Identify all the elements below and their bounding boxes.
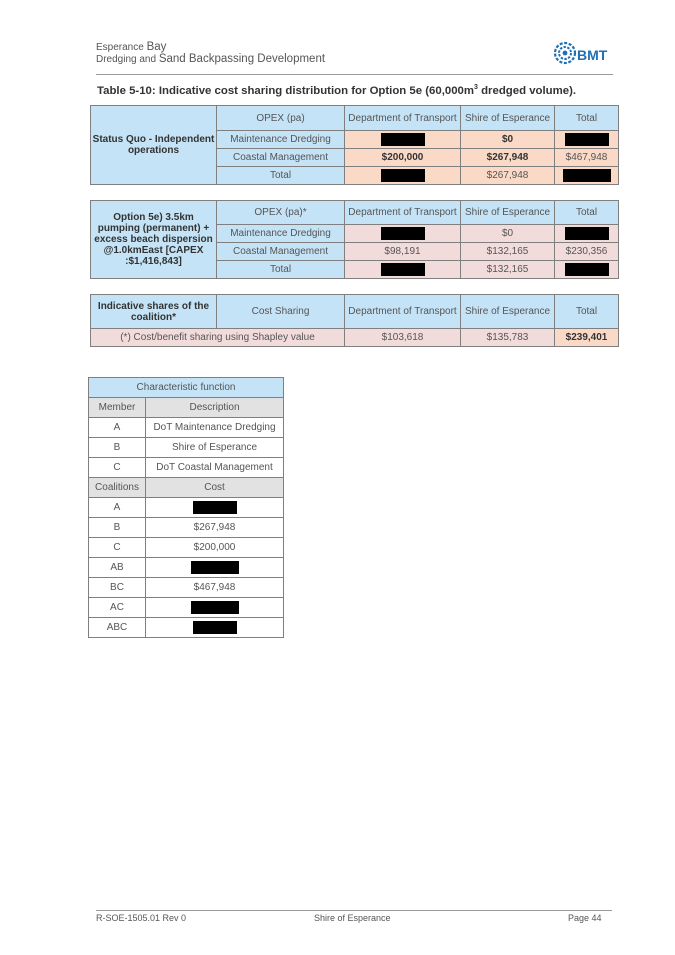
shire-coastal-value: $267,948 <box>461 149 555 167</box>
description-cell: DoT Coastal Management <box>146 458 284 478</box>
shire-share-value: $135,783 <box>461 329 555 347</box>
redacted-cell <box>555 225 619 243</box>
redacted-cell <box>345 261 461 279</box>
total-header: Total <box>555 106 619 131</box>
coalition-cell: BC <box>89 578 146 598</box>
coalition-cell: AB <box>89 558 146 578</box>
header-title-line2 <box>96 53 325 65</box>
member-cell: A <box>89 418 146 438</box>
redaction-box <box>381 133 425 146</box>
coalition-cell: AC <box>89 598 146 618</box>
redacted-cell <box>345 131 461 149</box>
caption-prefix: Table 5-10: Indicative cost sharing distribution for Option 5e (60,000m <box>97 84 475 97</box>
redacted-cell <box>345 167 461 185</box>
shapley-note: (*) Cost/benefit sharing using Shapley value <box>91 329 345 347</box>
coastal-management-label: Coastal Management <box>217 149 345 167</box>
header-title-big: Bay <box>146 41 167 53</box>
option-5e-label: Option 5e) 3.5km pumping (permanent) + excess beach dispersion @1.0kmEast [CAPEX :$1,416,843] <box>91 201 217 279</box>
coalitions-header: Coalitions <box>89 478 146 498</box>
total-row-label: Total <box>217 261 345 279</box>
redaction-box <box>193 501 237 514</box>
member-cell: C <box>89 458 146 478</box>
redacted-cell <box>555 131 619 149</box>
caption-suffix: dredged volume). <box>477 84 577 97</box>
shire-total-value: $267,948 <box>461 167 555 185</box>
dot-coastal-value: $98,191 <box>345 243 461 261</box>
footer-divider <box>96 910 612 911</box>
cost-cell: $467,948 <box>146 578 284 598</box>
status-quo-table <box>90 105 619 185</box>
header-title-line1 <box>96 41 166 53</box>
redaction-box <box>381 169 425 182</box>
cf-title: Characteristic function <box>89 378 284 398</box>
cost-header: Cost <box>146 478 284 498</box>
shire-maintenance-value: $0 <box>461 225 555 243</box>
redacted-cell <box>555 167 619 185</box>
redaction-box <box>565 133 609 146</box>
dot-coastal-value: $200,000 <box>345 149 461 167</box>
shire-header: Shire of Esperance <box>461 201 555 225</box>
dot-share-value: $103,618 <box>345 329 461 347</box>
indicative-shares-table <box>90 294 619 347</box>
dot-header: Department of Transport <box>345 106 461 131</box>
shire-total-value: $132,165 <box>461 261 555 279</box>
header-subtitle-big: Sand Backpassing Development <box>158 53 326 65</box>
maintenance-dredging-label: Maintenance Dredging <box>217 225 345 243</box>
total-share-value: $239,401 <box>555 329 619 347</box>
cost-sharing-header: Cost Sharing <box>217 295 345 329</box>
footer-client: Shire of Esperance <box>314 913 391 923</box>
footer-document-id: R-SOE-1505.01 Rev 0 <box>96 913 187 923</box>
logo-text: BMT <box>577 47 608 63</box>
total-coastal-value: $230,356 <box>555 243 619 261</box>
shire-coastal-value: $132,165 <box>461 243 555 261</box>
redacted-cell <box>146 618 284 638</box>
coalition-cell: B <box>89 518 146 538</box>
redaction-box <box>191 561 239 574</box>
redaction-box <box>381 263 425 276</box>
redacted-cell <box>345 225 461 243</box>
shire-header: Shire of Esperance <box>461 295 555 329</box>
opex-header: OPEX (pa) <box>217 106 345 131</box>
coalition-cell: A <box>89 498 146 518</box>
member-header: Member <box>89 398 146 418</box>
redaction-box <box>191 601 239 614</box>
total-coastal-value: $467,948 <box>555 149 619 167</box>
shire-header: Shire of Esperance <box>461 106 555 131</box>
characteristic-function-table <box>88 377 284 638</box>
redaction-box <box>565 227 609 240</box>
redaction-box <box>193 621 237 634</box>
total-row-label: Total <box>217 167 345 185</box>
header-subtitle-small: Dredging and <box>96 54 159 65</box>
redacted-cell <box>146 598 284 618</box>
coastal-management-label: Coastal Management <box>217 243 345 261</box>
description-header: Description <box>146 398 284 418</box>
redaction-box <box>381 227 425 240</box>
total-header: Total <box>555 295 619 329</box>
description-cell: DoT Maintenance Dredging <box>146 418 284 438</box>
dot-header: Department of Transport <box>345 201 461 225</box>
redacted-cell <box>555 261 619 279</box>
status-quo-label: Status Quo - Independent operations <box>91 106 217 185</box>
coalition-cell: C <box>89 538 146 558</box>
redacted-cell <box>146 498 284 518</box>
total-header: Total <box>555 201 619 225</box>
footer-page-number: Page 44 <box>568 913 602 923</box>
redaction-box <box>563 169 611 182</box>
table-caption <box>97 84 576 97</box>
member-cell: B <box>89 438 146 458</box>
shire-maintenance-value: $0 <box>461 131 555 149</box>
header-divider <box>96 74 613 75</box>
indicative-shares-label: Indicative shares of the coalition* <box>91 295 217 329</box>
redaction-box <box>565 263 609 276</box>
caption-superscript: 3 <box>474 84 478 91</box>
redacted-cell <box>146 558 284 578</box>
maintenance-dredging-label: Maintenance Dredging <box>217 131 345 149</box>
dot-header: Department of Transport <box>345 295 461 329</box>
coalition-cell: ABC <box>89 618 146 638</box>
option-5e-table <box>90 200 619 279</box>
description-cell: Shire of Esperance <box>146 438 284 458</box>
cost-cell: $267,948 <box>146 518 284 538</box>
header-title-small: Esperance <box>96 42 147 53</box>
bmt-logo <box>553 40 615 68</box>
opex-header: OPEX (pa)* <box>217 201 345 225</box>
cost-cell: $200,000 <box>146 538 284 558</box>
